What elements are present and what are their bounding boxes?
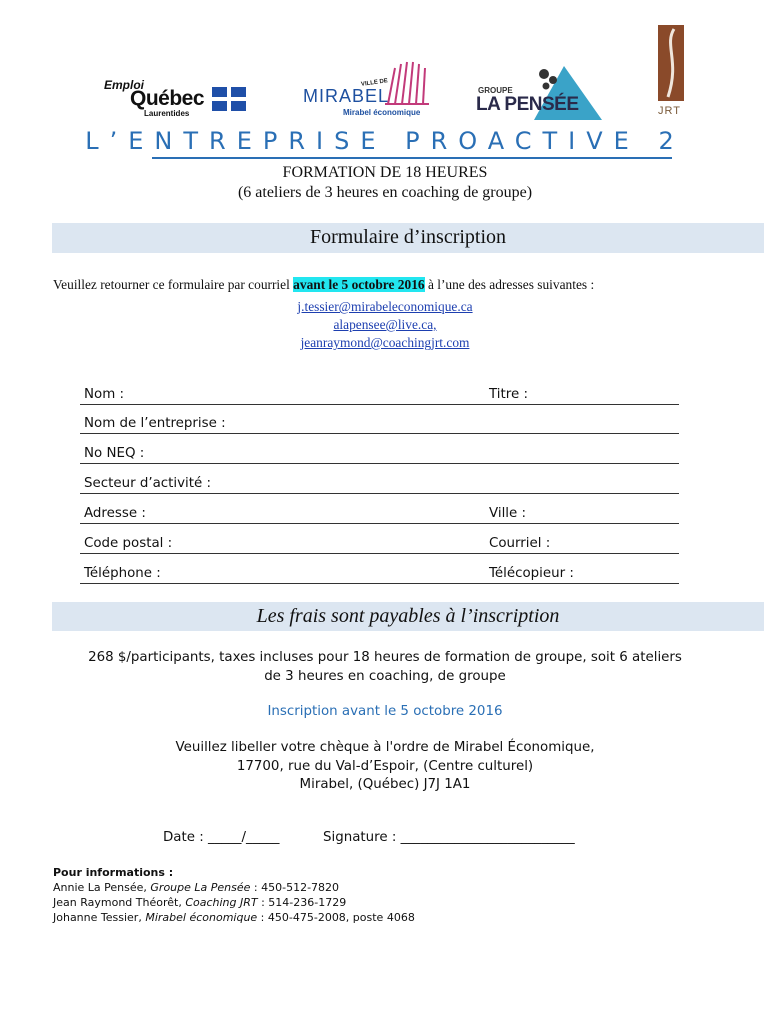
mirabel-logo [303, 58, 438, 120]
field-label-neq: No NEQ : [84, 446, 145, 461]
contact-jean-name: Jean Raymond Théorêt, [53, 896, 186, 909]
field-label-ville: Ville : [489, 506, 527, 521]
contact-annie [53, 881, 339, 894]
contact-jean-org: Coaching JRT [185, 896, 258, 909]
groupe-la-pensee-logo [476, 62, 602, 122]
logo-mirabel-text: MIRABEL [303, 86, 390, 106]
instructions [53, 277, 594, 293]
instructions-before: Veuillez retourner ce formulaire par courriel [53, 277, 294, 292]
field-line-telephone[interactable] [80, 583, 679, 584]
contact-johanne-name: Johanne Tessier, [53, 911, 146, 924]
fees-heading: Les frais sont payables à l’inscription [256, 605, 560, 627]
logo-emploi-text: Emploi [104, 78, 145, 92]
email-link-lapensee[interactable]: alapensee@live.ca, [333, 317, 437, 332]
mirabel-shell-icon [383, 58, 438, 108]
date-field[interactable]: Date : _____/_____ [163, 830, 280, 845]
fees-deadline: Inscription avant le 5 octobre 2016 [267, 704, 503, 719]
field-label-courriel: Courriel : [489, 536, 551, 551]
field-label-adresse: Adresse : [84, 506, 146, 521]
contact-annie-phone: : 450-512-7820 [250, 881, 340, 894]
field-label-telephone: Téléphone : [84, 566, 161, 581]
form-heading-band [52, 223, 764, 253]
jrt-logo [655, 25, 687, 120]
email-link-jeanraymond[interactable]: jeanraymond@coachingjrt.com [300, 335, 470, 350]
contact-annie-name: Annie La Pensée, [53, 881, 151, 894]
fees-line-1: 268 $/participants, taxes incluses pour 18 heures de formation de groupe, soit 6 ateliers [88, 650, 682, 665]
form-heading: Formulaire d’inscription [309, 226, 507, 248]
signature-field[interactable]: Signature : __________________________ [323, 830, 575, 845]
field-line-adresse[interactable] [80, 523, 679, 524]
field-line-code-postal[interactable] [80, 553, 679, 554]
title-underline [152, 157, 672, 159]
contacts-heading: Pour informations : [53, 866, 174, 879]
contact-annie-org: Groupe La Pensée [150, 881, 251, 894]
quebec-flag-icon [212, 87, 246, 111]
logo-jrt-text: JRT [658, 105, 681, 117]
subtitle-formation: FORMATION DE 18 HEURES [282, 164, 488, 181]
contact-johanne-org: Mirabel économique [145, 911, 258, 924]
fees-heading-band [52, 602, 764, 631]
logo-quebec-text: Québec [130, 87, 205, 110]
instructions-after: à l’une des adresses suivantes : [424, 277, 595, 292]
logo-la-pensee-text: LA PENSÉE [476, 94, 579, 115]
jrt-mark-icon [658, 25, 684, 101]
cheque-line-2: 17700, rue du Val-d’Espoir, (Centre culturel) [236, 759, 534, 774]
contact-jean [53, 896, 346, 909]
field-line-entreprise[interactable] [80, 433, 679, 434]
emploi-quebec-logo [102, 78, 247, 120]
cheque-line-1: Veuillez libeller votre chèque à l'ordre de Mirabel Économique, [175, 740, 595, 755]
field-line-secteur[interactable] [80, 493, 679, 494]
logo-groupe-text: GROUPE [478, 86, 513, 95]
instructions-deadline-highlight: avant le 5 octobre 2016 [293, 277, 425, 292]
field-label-entreprise: Nom de l’entreprise : [84, 416, 226, 431]
subtitle-ateliers: (6 ateliers de 3 heures en coaching de groupe) [237, 184, 533, 201]
contact-jean-phone: : 514-236-1729 [257, 896, 347, 909]
field-label-telecopieur: Télécopieur : [489, 566, 574, 581]
logo-ville-text: VILLE DE [360, 78, 389, 88]
logo-mirabel-eco-text: Mirabel économique [343, 108, 421, 117]
contact-johanne [53, 911, 415, 924]
field-line-neq[interactable] [80, 463, 679, 464]
email-link-tessier[interactable]: j.tessier@mirabeleconomique.ca [297, 299, 473, 314]
field-label-titre: Titre : [489, 387, 528, 402]
field-line-nom[interactable] [80, 404, 679, 405]
page-title: L’ENTREPRISE PROACTIVE 2 [85, 127, 685, 155]
fees-line-2: de 3 heures en coaching, de groupe [264, 669, 506, 684]
field-label-nom: Nom : [84, 387, 125, 402]
contact-johanne-phone: : 450-475-2008, poste 4068 [257, 911, 415, 924]
field-label-code-postal: Code postal : [84, 536, 173, 551]
cheque-line-3: Mirabel, (Québec) J7J 1A1 [299, 777, 471, 792]
logo-region-text: Laurentides [144, 109, 190, 118]
field-label-secteur: Secteur d’activité : [84, 476, 212, 491]
